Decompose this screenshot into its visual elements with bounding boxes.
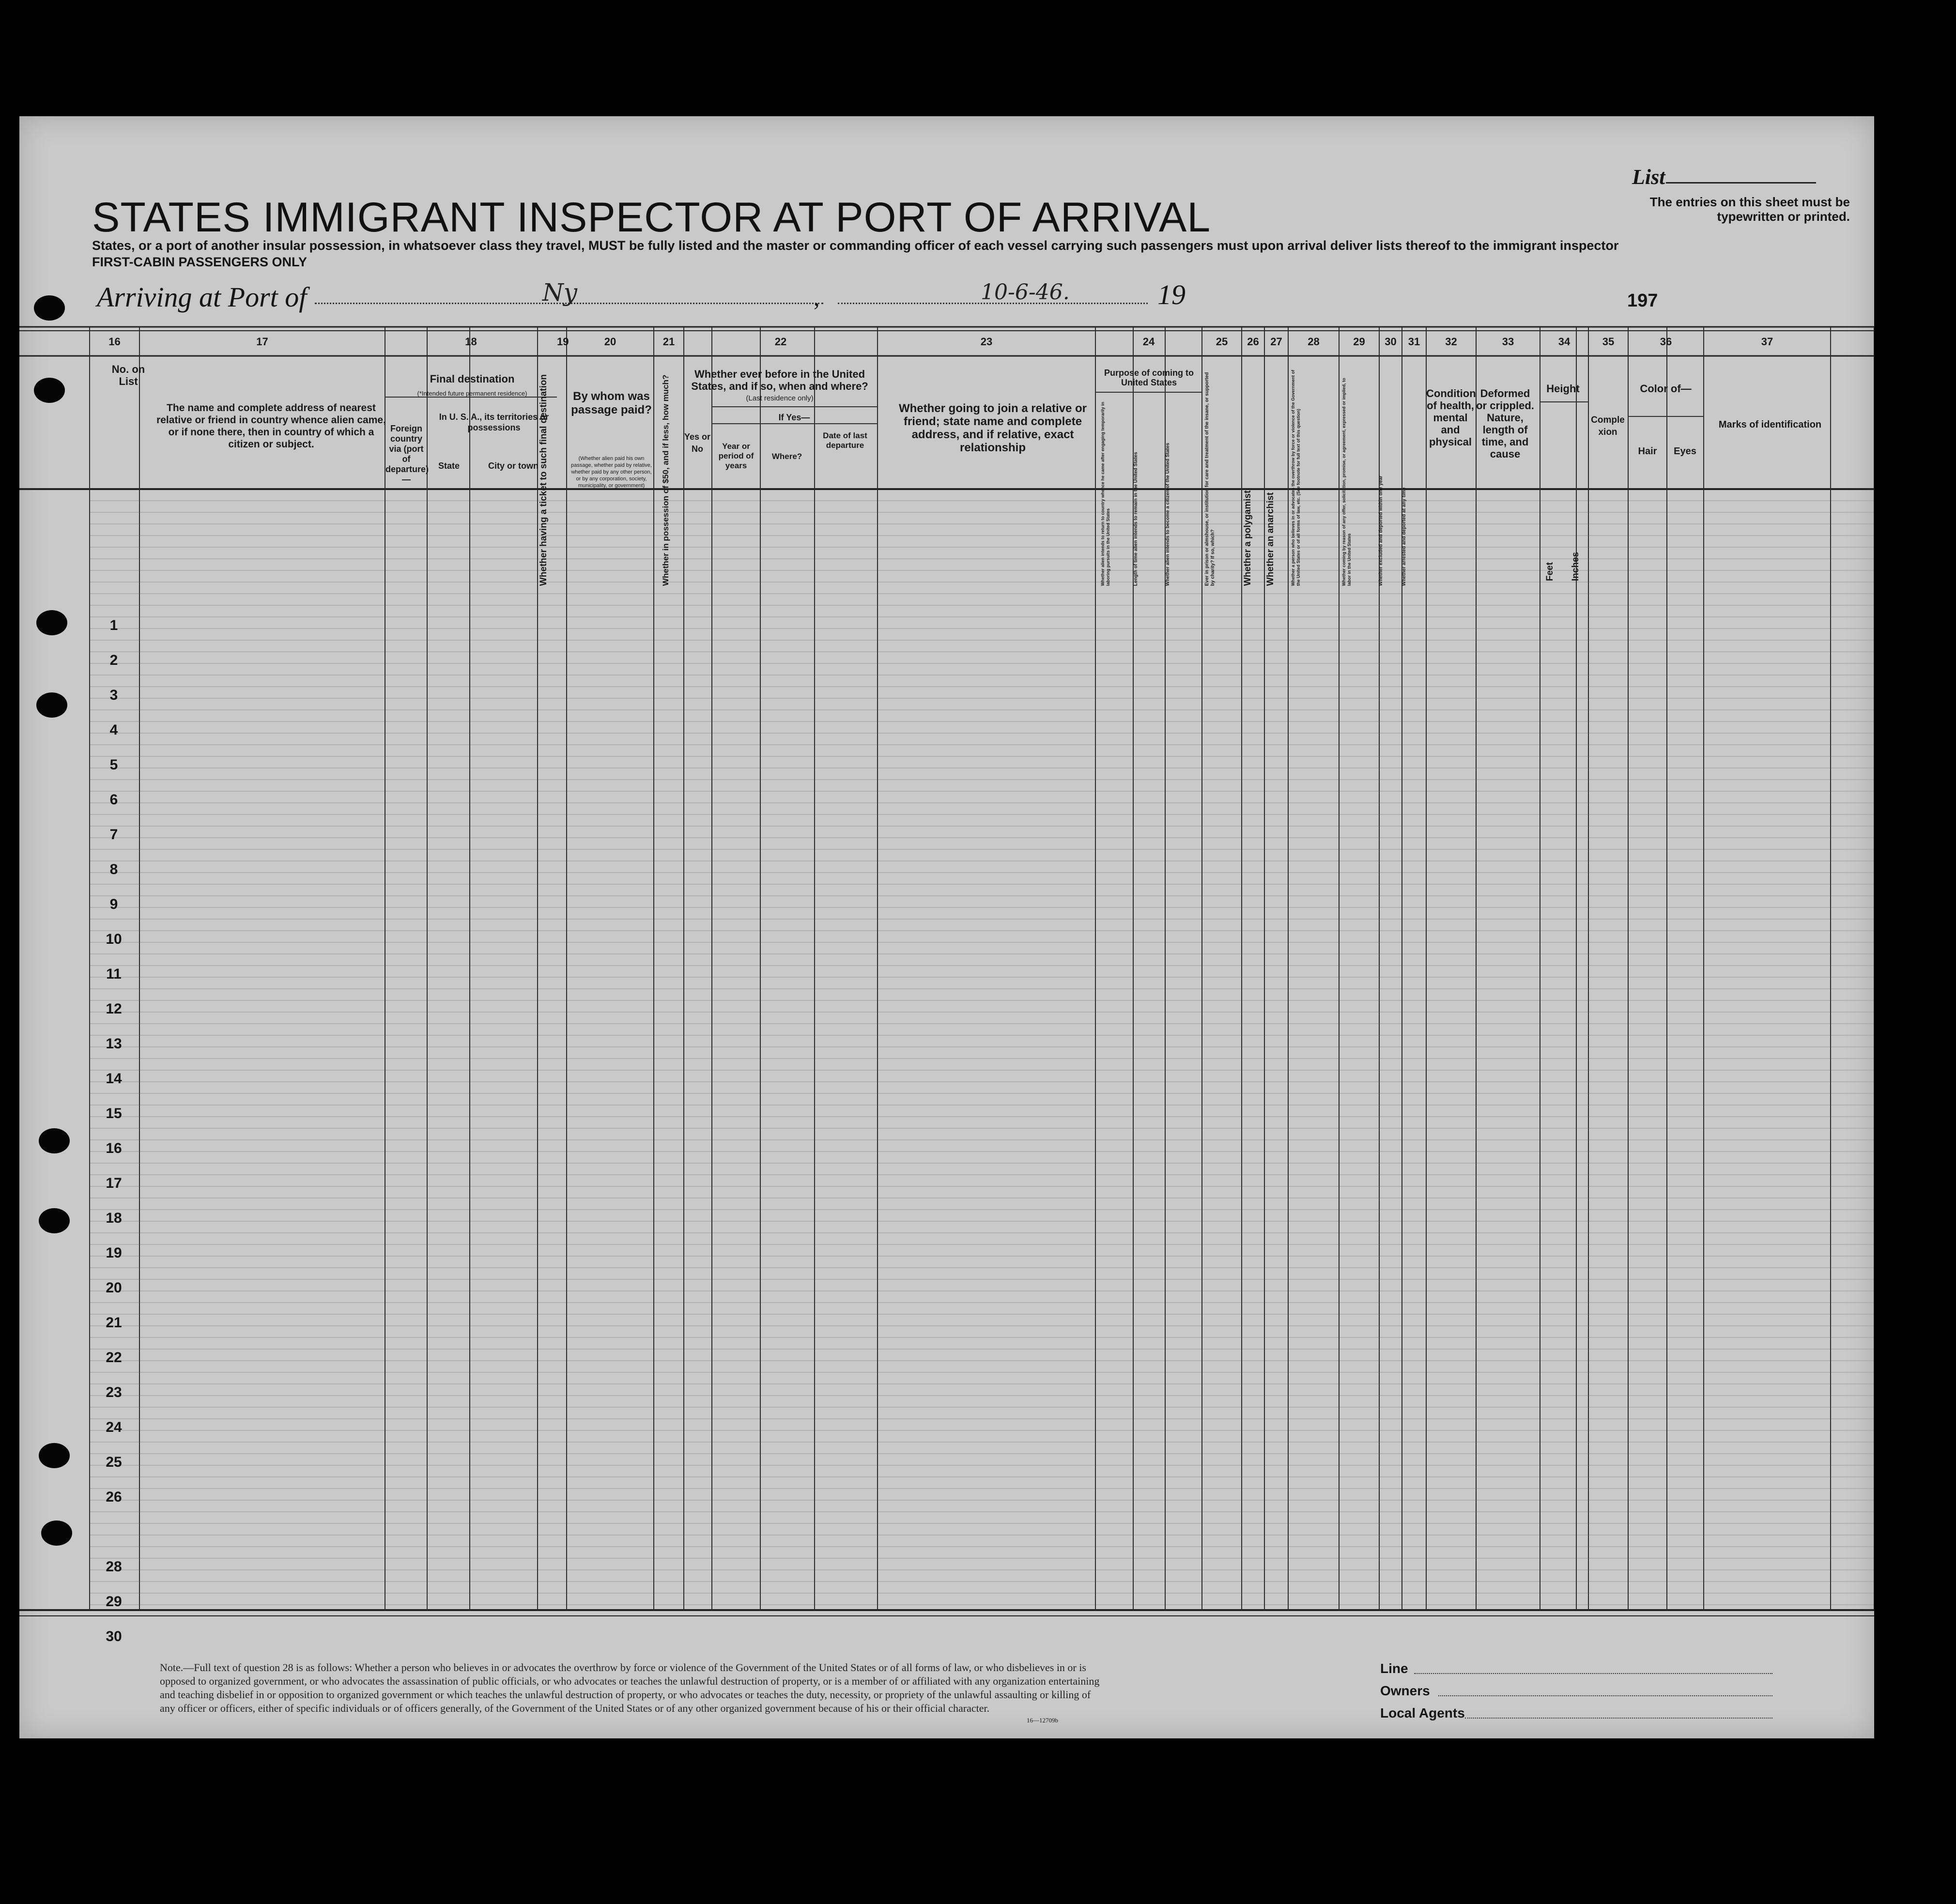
binder-hole bbox=[36, 610, 67, 635]
col18-city: City or town bbox=[488, 461, 539, 471]
col21-header: Whether in possession of $50, and if less, how much? bbox=[661, 374, 670, 586]
column-number: 33 bbox=[1502, 336, 1514, 348]
column-number: 25 bbox=[1216, 336, 1228, 348]
col22-note: (Last residence only) bbox=[746, 394, 814, 402]
column-number: 29 bbox=[1353, 336, 1365, 348]
column-number: 32 bbox=[1445, 336, 1457, 348]
row-number: 26 bbox=[106, 1489, 122, 1505]
column-number: 26 bbox=[1247, 336, 1259, 348]
line-label: Line bbox=[1380, 1661, 1408, 1676]
column-number: 27 bbox=[1270, 336, 1282, 348]
col16-header: No. on List bbox=[111, 363, 145, 387]
col31-header: Whether arrested and deported at any time bbox=[1402, 487, 1407, 586]
row-number: 2 bbox=[109, 652, 118, 668]
column-number: 35 bbox=[1602, 336, 1615, 348]
col25-header: Ever in prison or almshouse, or institution for care and treatment of the insane, or supported by charity? If so, which? bbox=[1204, 372, 1216, 586]
row-number: 6 bbox=[109, 792, 118, 808]
col19-header: Whether having a ticket to such final destination bbox=[539, 374, 549, 586]
row-number: 15 bbox=[106, 1106, 122, 1121]
comma-separator: , bbox=[814, 284, 820, 311]
column-number: 18 bbox=[465, 336, 477, 348]
form-subtitle: States, or a port of another insular possession, in whatsoever class they travel, MUST be fully listed and the master or commanding officer of each vessel carrying such passengers must upon arrival deliver lists thereof to the immigrant inspector bbox=[92, 238, 1619, 253]
col24-citizen: Whether alien intends to become a citizen of the United States bbox=[1165, 443, 1171, 586]
row-number: 5 bbox=[109, 757, 118, 773]
row-number: 3 bbox=[109, 687, 118, 703]
manifest-table-grid bbox=[19, 116, 1874, 1738]
col18-note: (*Intended future permanent residence) bbox=[417, 390, 527, 397]
col17-header: The name and complete address of nearest relative or friend in country whence alien came, or if none there, then in country of which a citizen or subject. bbox=[156, 402, 386, 450]
col22-where: Where? bbox=[771, 452, 802, 461]
col33-header: Deformed or crippled. Nature, length of time, and cause bbox=[1476, 387, 1534, 460]
col37-header: Marks of identification bbox=[1718, 419, 1822, 430]
row-number: 22 bbox=[106, 1350, 122, 1366]
col22-year: Year or period of years bbox=[718, 442, 754, 470]
col24-length: Length of time alien intends to remain in the United States bbox=[1133, 452, 1139, 586]
col20-header: By whom was passage paid? bbox=[571, 390, 652, 416]
column-number: 16 bbox=[108, 336, 121, 348]
col18-header: Final destination bbox=[430, 373, 515, 385]
column-number: 23 bbox=[980, 336, 993, 348]
column-number: 19 bbox=[557, 336, 569, 348]
binder-hole bbox=[34, 378, 65, 403]
binder-hole bbox=[39, 1128, 70, 1153]
col18-usa: In U. S. A., its territories or possessions bbox=[439, 412, 549, 432]
column-number: 28 bbox=[1308, 336, 1320, 348]
col36-hair: Hair bbox=[1638, 446, 1657, 457]
column-number: 36 bbox=[1660, 336, 1672, 348]
row-number: 30 bbox=[106, 1628, 122, 1644]
binder-hole bbox=[39, 1208, 70, 1233]
col18-state: State bbox=[438, 461, 460, 471]
binder-hole bbox=[34, 295, 65, 321]
row-number: 9 bbox=[109, 896, 118, 912]
col35-header: Complexion bbox=[1591, 415, 1625, 437]
column-number: 31 bbox=[1408, 336, 1420, 348]
row-number: 24 bbox=[106, 1419, 122, 1435]
row-number: 28 bbox=[106, 1559, 122, 1575]
col20-note: (Whether alien paid his own passage, whether paid by relative, whether paid by any other person, or by any corporation, society, municipality, or government) bbox=[571, 456, 652, 489]
column-number: 17 bbox=[256, 336, 268, 348]
column-number: 30 bbox=[1385, 336, 1397, 348]
column-number: 34 bbox=[1558, 336, 1571, 348]
column-number: 24 bbox=[1142, 336, 1155, 348]
row-number: 12 bbox=[106, 1001, 122, 1017]
year-label: 19 bbox=[1157, 279, 1186, 310]
col22-yes-no: Yes or No bbox=[684, 432, 711, 454]
row-number: 4 bbox=[109, 722, 118, 738]
question-28-note: Note.—Full text of question 28 is as follows: Whether a person who believes in or advocates the overthrow by force or violence of the Government of the United States or of all forms of law, or who disbelieves in or is opposed to organized government, or who advocates the assassination of public officials, or who advocates or teaches the unlawful destruction of property, or is a member of or affiliated with any organization entertaining and teaching disbelief in or opposition to organized government or which teaches the unlawful destruction of property, or who advocates or teaches the duty, necessity, or propriety of the unlawful assaulting or killing of any officer or officers, either of specific individuals or of officers generally, of the Government of the United States or of any other organized government because of his or their official character. bbox=[160, 1661, 1100, 1714]
column-number: 21 bbox=[662, 336, 675, 348]
col18-foreign: Foreign country via (port of departure)— bbox=[385, 424, 429, 484]
col26-header: Whether a polygamist bbox=[1243, 490, 1253, 586]
col23-header: Whether going to join a relative or friend; state name and complete address, and if relative, exact relationship bbox=[898, 402, 1087, 454]
owners-label: Owners bbox=[1380, 1683, 1430, 1698]
col32-header: Condition of health, mental and physical bbox=[1426, 387, 1476, 448]
binder-hole bbox=[39, 1443, 70, 1468]
manifest-sheet bbox=[19, 116, 1874, 1738]
row-number: 18 bbox=[106, 1210, 122, 1226]
row-number: 7 bbox=[109, 827, 118, 843]
list-label: List bbox=[1632, 165, 1665, 189]
col29-header: Whether coming by reason of any offer, solicitation, promise, or agreement, expressed or implied, to labor in the United States bbox=[1341, 378, 1352, 586]
col36-eyes: Eyes bbox=[1674, 446, 1696, 457]
row-number: 11 bbox=[106, 966, 122, 982]
entries-note: The entries on this sheet must be typewritten or printed. bbox=[1649, 195, 1850, 224]
col34-header: Height bbox=[1546, 383, 1580, 395]
port-value: Ny bbox=[542, 278, 577, 307]
row-number: 23 bbox=[106, 1384, 122, 1400]
row-number: 1 bbox=[109, 617, 118, 633]
column-number: 22 bbox=[774, 336, 787, 348]
form-title: STATES IMMIGRANT INSPECTOR AT PORT OF ARRIVAL bbox=[92, 194, 1211, 241]
row-number: 16 bbox=[106, 1140, 122, 1156]
row-number: 29 bbox=[106, 1594, 122, 1610]
row-number: 13 bbox=[106, 1036, 122, 1052]
col28-header: Whether a person who believes in or advocates the overthrow by force or violence of the Government of the United States or of all forms of law, etc. (See footnote for full text of this question) bbox=[1291, 369, 1301, 586]
row-number: 25 bbox=[106, 1454, 122, 1470]
date-value: 10-6-46. bbox=[981, 280, 1070, 305]
col22-if-yes: If Yes— bbox=[778, 413, 810, 422]
row-number: 10 bbox=[106, 931, 122, 947]
col30-header: Whether excluded and deported within one year bbox=[1378, 476, 1384, 586]
col34-feet: Feet bbox=[1545, 562, 1555, 581]
binder-hole bbox=[41, 1520, 72, 1546]
row-number: 20 bbox=[106, 1280, 122, 1296]
row-number: 21 bbox=[106, 1315, 122, 1331]
col34-inches: Inches bbox=[1571, 552, 1581, 581]
passenger-class: FIRST-CABIN PASSENGERS ONLY bbox=[92, 255, 308, 269]
page-number: 197 bbox=[1627, 291, 1658, 311]
row-number: 17 bbox=[106, 1175, 122, 1191]
column-number: 20 bbox=[604, 336, 616, 348]
form-code: 16—12709b bbox=[1027, 1717, 1058, 1724]
col24-header: Purpose of coming to United States bbox=[1104, 368, 1194, 387]
col22-header: Whether ever before in the United States, and if so, when and where? bbox=[691, 368, 868, 392]
row-number: 19 bbox=[106, 1245, 122, 1261]
col27-header: Whether an anarchist bbox=[1265, 492, 1276, 586]
line-signature-line bbox=[1414, 1673, 1772, 1674]
binder-hole bbox=[36, 692, 67, 718]
owners-signature-line bbox=[1438, 1695, 1772, 1696]
agents-signature-line bbox=[1465, 1718, 1772, 1719]
agents-label: Local Agents bbox=[1380, 1705, 1465, 1720]
col24-return: Whether alien intends to return to country whence he came after engaging temporarily in laboring pursuits in the United States bbox=[1100, 401, 1110, 586]
col36-header: Color of— bbox=[1640, 383, 1692, 395]
row-number: 8 bbox=[109, 861, 118, 877]
column-number: 37 bbox=[1761, 336, 1773, 348]
arriving-label: Arriving at Port of bbox=[97, 281, 307, 313]
row-number: 14 bbox=[106, 1071, 122, 1087]
col22-date: Date of last departure bbox=[823, 431, 867, 450]
